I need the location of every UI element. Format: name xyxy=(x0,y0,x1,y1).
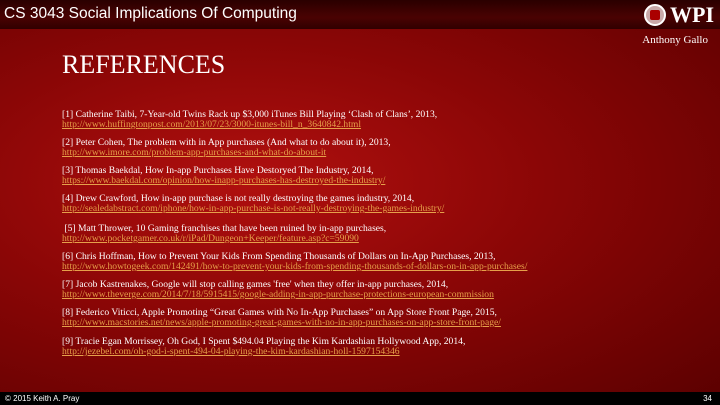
reference-text: [6] Chris Hoffman, How to Prevent Your Kids From Spending Thousands of Dollars on In-App Purchases, 2013, xyxy=(62,251,496,262)
reference-text: [3] Thomas Baekdal, How In-app Purchases Have Destoryed The Industry, 2014, xyxy=(62,165,374,176)
title-bar xyxy=(0,0,720,29)
reference-link[interactable]: http://www.huffingtonpost.com/2013/07/23/3000-itunes-bill_n_3640842.html xyxy=(62,119,361,130)
reference-item xyxy=(62,166,712,194)
copyright: © 2015 Keith A. Pray xyxy=(5,394,80,403)
reference-item xyxy=(62,110,712,138)
reference-link[interactable]: http://jezebel.com/oh-god-i-spent-494-04-playing-the-kim-kardashian-holl-1597154346 xyxy=(62,346,400,357)
reference-text: [9] Tracie Egan Morrissey, Oh God, I Spent $494.04 Playing the Kim Kardashian Hollywood App, 2014, xyxy=(62,336,466,347)
reference-item xyxy=(62,138,712,166)
reference-item xyxy=(62,194,712,222)
reference-link[interactable]: http://www.howtogeek.com/142491/how-to-prevent-your-kids-from-spending-thousands-of-dollars-on-in-app-purchases/ xyxy=(62,261,528,272)
reference-text: [5] Matt Thrower, 10 Gaming franchises that have been ruined by in-app purchases, xyxy=(62,223,387,234)
reference-text: [7] Jacob Kastrenakes, Google will stop calling games 'free' when they offer in-app purchases, 2014, xyxy=(62,279,449,290)
reference-item xyxy=(62,337,712,365)
reference-link[interactable]: https://www.baekdal.com/opinion/how-inapp-purchases-has-destroyed-the-industry/ xyxy=(62,175,386,186)
course-title: CS 3043 Social Implications Of Computing xyxy=(4,5,297,22)
reference-link[interactable]: http://www.imore.com/problem-app-purchases-and-what-do-about-it xyxy=(62,147,327,158)
wpi-seal-icon xyxy=(644,4,666,26)
reference-text: [2] Peter Cohen, The problem with in App purchases (And what to do about it), 2013, xyxy=(62,137,391,148)
reference-item xyxy=(62,308,712,336)
reference-link[interactable]: http://sealedabstract.com/iphone/how-in-app-purchase-is-not-really-destroying-the-games-industry/ xyxy=(62,203,445,214)
reference-link[interactable]: http://www.theverge.com/2014/7/18/5915415/google-adding-in-app-purchase-protections-european-commission xyxy=(62,289,494,300)
reference-item xyxy=(62,252,712,280)
author-name: Anthony Gallo xyxy=(642,34,708,46)
slide-title: REFERENCES xyxy=(62,50,226,79)
wpi-logo xyxy=(644,2,714,28)
wpi-logo-text: WPI xyxy=(670,2,714,27)
reference-item xyxy=(62,224,712,252)
reference-link[interactable]: http://www.macstories.net/news/apple-promoting-great-games-with-no-in-app-purchases-on-app-store-front-page/ xyxy=(62,317,501,328)
footer-bar xyxy=(0,392,720,405)
references-list xyxy=(62,110,712,365)
page-number: 34 xyxy=(703,394,712,403)
reference-text: [4] Drew Crawford, How in-app purchase is not really destroying the games industry, 2014, xyxy=(62,193,415,204)
reference-link[interactable]: http://www.pocketgamer.co.uk/r/iPad/Dungeon+Keeper/feature.asp?c=59090 xyxy=(62,233,359,244)
reference-text: [8] Federico Viticci, Apple Promoting “Great Games with No In-App Purchases” on App Store Front Page, 2015, xyxy=(62,307,497,318)
reference-item xyxy=(62,280,712,308)
reference-text: [1] Catherine Taibi, 7-Year-old Twins Rack up $3,000 iTunes Bill Playing ‘Clash of Clans’, 2013, xyxy=(62,109,438,120)
